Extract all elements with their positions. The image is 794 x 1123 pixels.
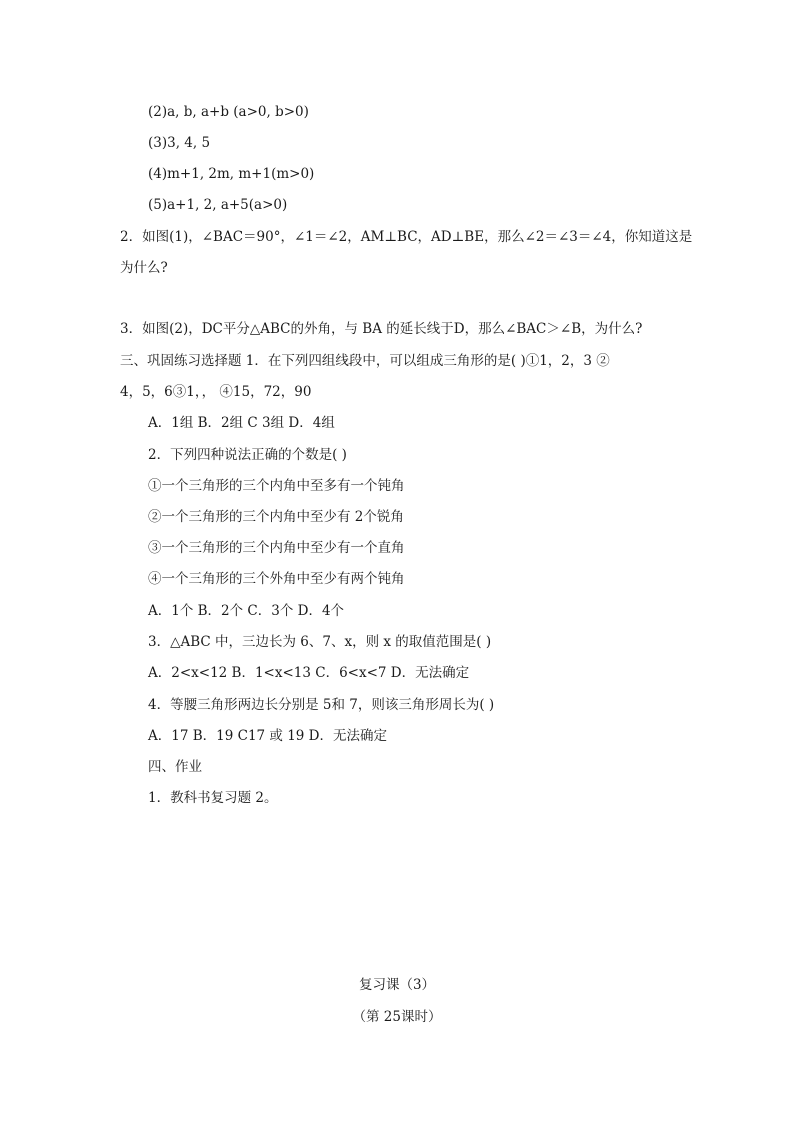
question-2-text: 2．如图(1)，∠BAC＝90°，∠1＝∠2，AM⊥BC，AD⊥BE，那么∠2＝∠3＝∠4，你知道这是 bbox=[120, 229, 693, 245]
section-3-heading: 三、巩固练习选择题 1．在下列四组线段中，可以组成三角形的是( )①1，2，3 ② bbox=[120, 353, 610, 369]
option-3-text: (3)3, 4, 5 bbox=[148, 135, 211, 151]
question-2-continuation: 为什么? bbox=[120, 260, 168, 276]
statement-2: ②一个三角形的三个内角中至少有 2个锐角 bbox=[148, 509, 404, 525]
footer-title: 复习课（3） bbox=[358, 977, 436, 993]
choice-row-1: A．1组 B．2组 C 3组 D．4组 bbox=[148, 415, 335, 431]
exercise-3-text: 3．△ABC 中，三边长为 6、7、x，则 x 的取值范围是( ) bbox=[148, 634, 492, 650]
statement-1: ①一个三角形的三个内角中至多有一个钝角 bbox=[148, 478, 405, 494]
question-3-text: 3．如图(2)，DC平分△ABC的外角，与 BA 的延长线于D，那么∠BAC＞∠B，为什么? bbox=[120, 321, 643, 337]
section-3-continuation: 4，5，6③1，， ④15，72，90 bbox=[120, 384, 312, 400]
choice-row-4: A．17 B．19 C17 或 19 D．无法确定 bbox=[148, 728, 387, 744]
homework-item-1: 1．教科书复习题 2。 bbox=[148, 790, 278, 806]
statement-3: ③一个三角形的三个内角中至少有一个直角 bbox=[148, 540, 405, 556]
option-2-text: (2)a, b, a+b (a>0, b>0) bbox=[148, 104, 309, 120]
statement-4: ④一个三角形的三个外角中至少有两个钝角 bbox=[148, 571, 405, 587]
option-4-text: (4)m+1, 2m, m+1(m>0) bbox=[148, 166, 315, 182]
choice-row-3: A．2<x<12 B．1<x<13 C．6<x<7 D．无法确定 bbox=[148, 665, 470, 681]
section-4-heading: 四、作业 bbox=[148, 759, 202, 775]
exercise-4-text: 4．等腰三角形两边长分别是 5和 7，则该三角形周长为( ) bbox=[148, 697, 495, 713]
exercise-2-text: 2．下列四种说法正确的个数是( ) bbox=[148, 447, 347, 463]
choice-row-2: A．1个 B．2个 C．3个 D．4个 bbox=[148, 603, 345, 619]
footer-subtitle: （第 25课时） bbox=[352, 1009, 442, 1025]
option-5-text: (5)a+1, 2, a+5(a>0) bbox=[148, 197, 288, 213]
